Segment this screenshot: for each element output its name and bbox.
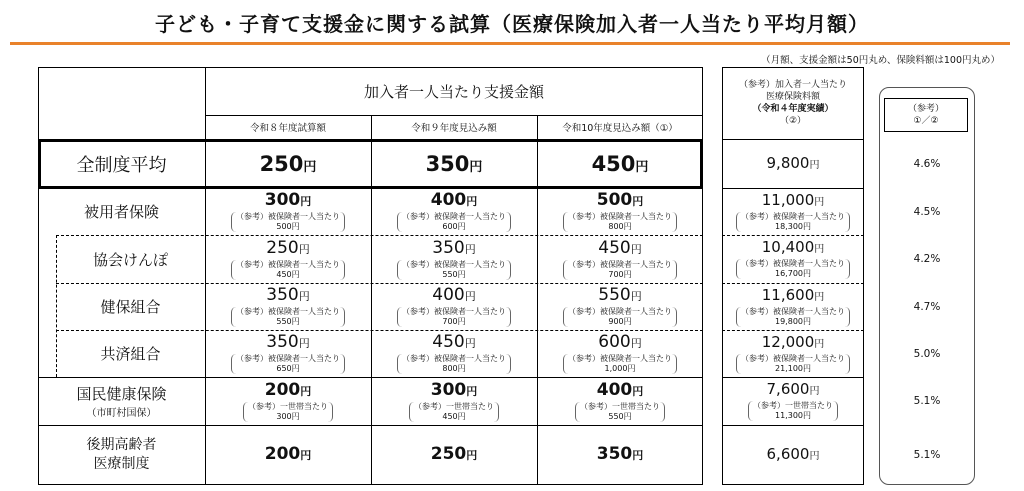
value: 11,000 (761, 190, 815, 209)
note-text: （参考）被保険者一人当たり (236, 259, 340, 269)
reference-note (397, 260, 511, 280)
value: 400 (432, 285, 465, 305)
ratio-value: 5.0% (913, 347, 941, 360)
note-text: （参考）被保険者一人当たり (402, 354, 506, 363)
amount-r9 (432, 239, 475, 259)
unit: 円 (300, 384, 312, 398)
unit: 円 (632, 449, 644, 462)
note-text: （参考）被保険者一人当たり (236, 354, 340, 363)
note-value: 500円 (276, 222, 300, 231)
amount-r10 (598, 333, 641, 353)
note-text: （参考）被保険者一人当たり (236, 212, 340, 221)
unit: 円 (298, 337, 310, 350)
value: 200 (264, 444, 301, 464)
note-value: 700円 (442, 317, 466, 326)
amount-r10 (592, 152, 649, 176)
note-value: 21,100円 (775, 363, 811, 373)
amount-r9 (432, 333, 475, 353)
unit: 円 (464, 242, 476, 256)
value: 550 (598, 285, 631, 305)
reference-note (563, 212, 677, 232)
row-label: 共済組合 (100, 345, 161, 363)
ref-amount (762, 239, 825, 258)
reference-note (563, 354, 677, 374)
amount-r9 (426, 152, 483, 176)
amount-r10 (597, 445, 644, 465)
row-label: 健保組合 (100, 298, 161, 316)
value: 7,600 (766, 380, 810, 398)
ref-amount (762, 192, 825, 211)
reference-note (397, 307, 511, 327)
ref-header-line2: 医療保険料額 (765, 92, 820, 102)
reference-note (231, 212, 345, 232)
row-label: 被用者保険 (83, 203, 159, 221)
reference-note (243, 402, 333, 422)
note-text: （参考）被保険者一人当たり (741, 211, 845, 221)
amount-r10 (597, 191, 644, 211)
value: 350 (266, 332, 299, 352)
reference-note (397, 354, 511, 374)
value: 9,800 (766, 153, 810, 172)
value: 400 (430, 190, 467, 210)
unit: 円 (464, 337, 476, 350)
unit: 円 (635, 160, 649, 175)
row-label: 国民健康保険 (76, 385, 167, 403)
ratio-header-line2: ①／② (913, 116, 939, 126)
ratio-value: 4.2% (913, 253, 941, 265)
reference-note (231, 307, 345, 327)
reference-note (575, 402, 665, 422)
note-text: （参考）一世帯当たり (580, 401, 660, 411)
value: 300 (430, 379, 467, 400)
note-text: （参考）被保険者一人当たり (236, 307, 340, 316)
value: 600 (598, 332, 631, 352)
note-value: 19,800円 (775, 316, 811, 326)
note-value: 900円 (608, 317, 632, 326)
note-value: 650円 (276, 364, 300, 373)
amount-r10 (598, 286, 641, 306)
amount-r9 (432, 286, 475, 306)
amount-r10 (597, 381, 644, 401)
row-label-line2: 医療制度 (93, 456, 150, 472)
amount-r8 (266, 333, 309, 353)
title-underline (10, 42, 1010, 45)
row-label: 全制度平均 (76, 155, 167, 176)
ref-header-line3: （令和４年度実績） (752, 104, 834, 114)
unit: 円 (814, 244, 825, 255)
amount-r9 (431, 191, 478, 211)
amount-r8 (260, 152, 317, 176)
value: 350 (266, 285, 299, 305)
unit: 円 (300, 195, 312, 208)
amount-r9 (431, 381, 478, 401)
note-text: （参考）被保険者一人当たり (568, 259, 672, 269)
note-text: （参考）被保険者一人当たり (568, 212, 672, 221)
reference-note (397, 212, 511, 232)
unit: 円 (300, 449, 312, 462)
amount-r8 (266, 239, 309, 259)
unit: 円 (809, 450, 820, 462)
value: 350 (596, 444, 633, 464)
unit: 円 (630, 337, 642, 350)
note-value: 11,300円 (775, 411, 811, 420)
value: 12,000 (761, 332, 815, 351)
value: 400 (596, 379, 633, 400)
unit: 円 (630, 290, 642, 303)
value: 200 (264, 379, 301, 400)
value: 500 (596, 190, 633, 210)
col-header-r10: 令和10年度見込み額（①） (562, 123, 678, 134)
reference-note (563, 260, 677, 280)
ref-amount (767, 381, 820, 400)
reference-note (748, 401, 838, 421)
note-value: 1,000円 (604, 364, 636, 373)
note-value: 550円 (442, 269, 466, 279)
ref-amount (762, 287, 825, 306)
unit: 円 (298, 242, 310, 256)
note-value: 700円 (608, 269, 632, 279)
unit: 円 (809, 386, 820, 397)
value: 350 (425, 152, 470, 176)
ref-amount (767, 446, 820, 465)
amount-r8 (265, 381, 312, 401)
unit: 円 (809, 159, 820, 171)
ref-amount (762, 334, 825, 353)
unit: 円 (632, 384, 644, 398)
note-text: （参考）被保険者一人当たり (402, 307, 506, 316)
value: 450 (432, 332, 465, 352)
page-title: 子ども・子育て支援金に関する試算（医療保険加入者一人当たり平均月額） (155, 12, 869, 36)
unit: 円 (469, 160, 483, 175)
row-sublabel: （市町村国保） (86, 408, 157, 419)
note-text: （参考）被保険者一人当たり (402, 212, 506, 221)
ratio-value: 4.7% (913, 300, 941, 313)
note-value: 16,700円 (775, 269, 811, 278)
reference-note (409, 402, 499, 422)
value: 250 (430, 444, 467, 464)
note-value: 450円 (442, 411, 466, 421)
amount-r9 (431, 445, 478, 465)
unit: 円 (632, 195, 644, 208)
ratio-value: 4.6% (913, 158, 941, 170)
note-value: 550円 (608, 411, 632, 421)
note-value: 800円 (608, 222, 632, 231)
reference-note (736, 354, 850, 374)
note-value: 18,300円 (775, 221, 811, 231)
unit: 円 (814, 196, 825, 208)
note-value: 300円 (276, 411, 300, 421)
ratio-header-line1: （参考） (907, 104, 944, 114)
unit: 円 (466, 384, 478, 398)
ratio-value: 5.1% (913, 395, 941, 407)
note-value: 550円 (276, 317, 300, 326)
note-text: （参考）被保険者一人当たり (402, 259, 506, 269)
value: 350 (432, 237, 465, 258)
unit: 円 (303, 160, 317, 175)
value: 250 (266, 237, 299, 258)
group-header: 加入者一人当たり支援金額 (363, 82, 544, 101)
note-value: 450円 (276, 269, 300, 279)
value: 450 (598, 237, 631, 258)
note-text: （参考）被保険者一人当たり (741, 353, 845, 363)
unit: 円 (298, 290, 310, 303)
reference-note (736, 212, 850, 232)
value: 450 (591, 152, 636, 176)
reference-note (231, 354, 345, 374)
unit: 円 (464, 290, 476, 303)
ref-header-line1: （参考）加入者一人当たり (738, 80, 847, 90)
note-text: （参考）一世帯当たり (414, 401, 494, 411)
amount-r8 (265, 191, 312, 211)
rounding-note: （月額、支援金額は50円丸め、保険料額は100円丸め） (761, 55, 1000, 66)
note-text: （参考）被保険者一人当たり (741, 306, 845, 316)
value: 11,600 (761, 285, 815, 304)
row-label: 協会けんぽ (92, 250, 168, 269)
reference-note (563, 307, 677, 327)
note-text: （参考）一世帯当たり (753, 401, 833, 410)
reference-note (231, 260, 345, 280)
value: 250 (259, 152, 304, 176)
reference-note (736, 259, 850, 279)
col-header-r9: 令和９年度見込み額 (411, 123, 497, 134)
note-value: 800円 (442, 364, 466, 373)
reference-note (736, 307, 850, 327)
ref-header-line4: （②） (779, 116, 807, 126)
ratio-value: 4.5% (913, 205, 941, 218)
col-header-r8: 令和８年度試算額 (249, 123, 326, 134)
row-label: 後期高齢者 (86, 437, 157, 453)
note-text: （参考）被保険者一人当たり (568, 307, 672, 316)
amount-r8 (266, 286, 309, 306)
value: 300 (264, 190, 301, 210)
value: 6,600 (766, 444, 810, 463)
ratio-header (884, 98, 968, 132)
ref-amount (767, 155, 820, 174)
ratio-value: 5.1% (913, 449, 941, 461)
amount-r8 (265, 445, 312, 465)
value: 10,400 (761, 238, 815, 256)
amount-r10 (598, 239, 641, 259)
note-value: 600円 (442, 222, 466, 231)
unit: 円 (630, 242, 642, 256)
note-text: （参考）被保険者一人当たり (741, 259, 845, 268)
unit: 円 (814, 291, 825, 303)
unit: 円 (814, 338, 825, 350)
note-text: （参考）一世帯当たり (248, 401, 328, 411)
unit: 円 (466, 195, 478, 208)
unit: 円 (466, 449, 478, 462)
note-text: （参考）被保険者一人当たり (568, 354, 672, 363)
